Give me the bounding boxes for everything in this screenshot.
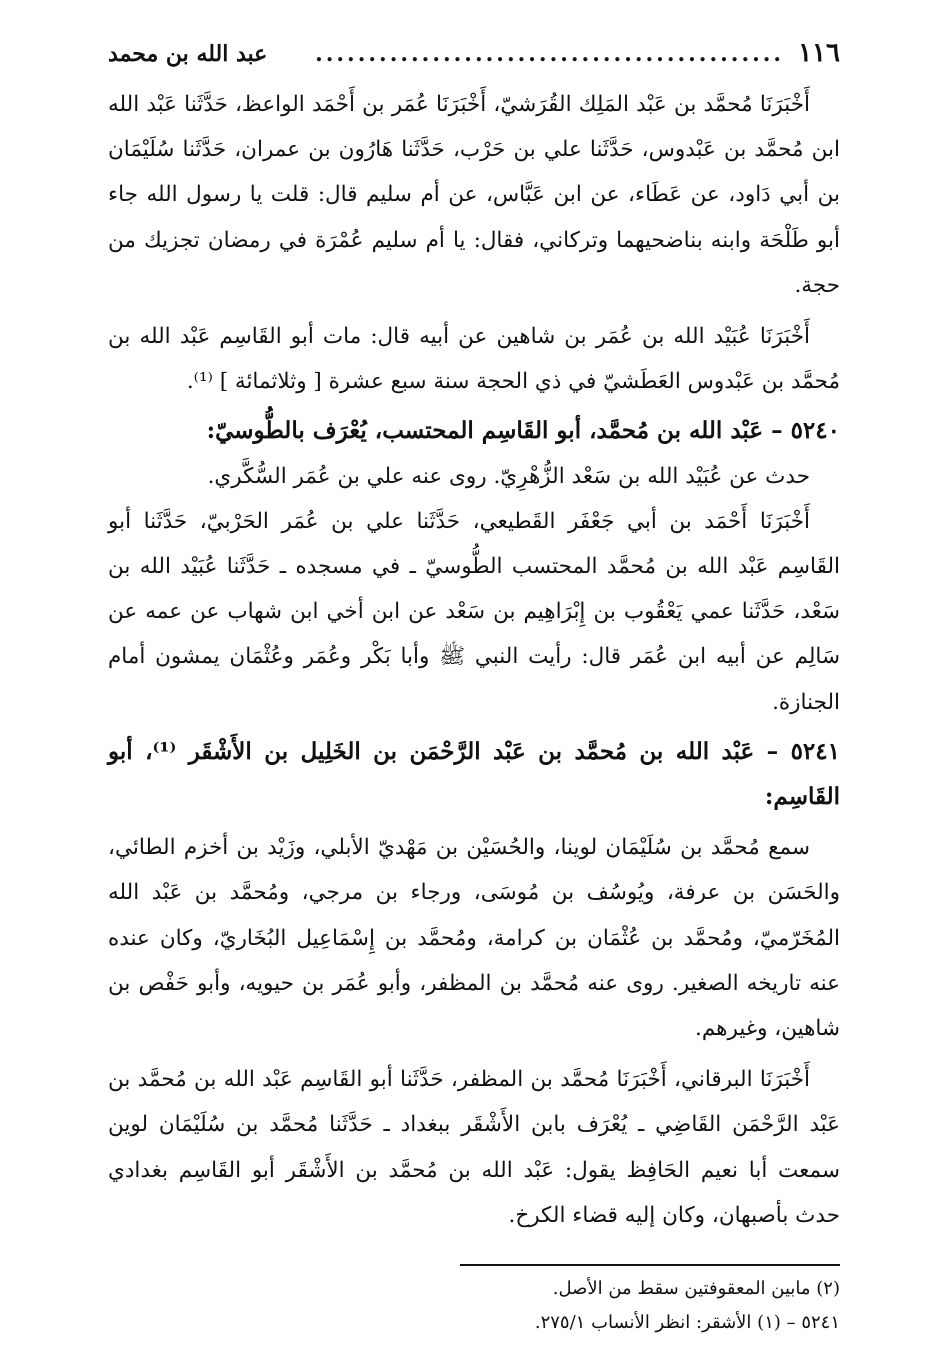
running-header <box>108 38 840 78</box>
footnote-1: (٢) مابين المعقوفتين سقط من الأصل. <box>552 1278 840 1300</box>
page-body <box>108 82 840 1238</box>
paragraph-5240-narration: حدث عن عُبَيْد الله بن سَعْد الزُّهْرِيّ. روى عنه علي بن عُمَر السُّكَّري. <box>207 463 810 489</box>
paragraph-hadith-1: أَخْبَرَنَا مُحمَّد بن عَبْد المَلِك القُرَشيّ، أَخْبَرَنَا عُمَر بن أَحْمَد الواعظ، حَدَّثَنا عَبْد الله ابن مُحمَّد بن عَبْدوس، حَدَّثَنا علي بن حَرْب، حَدَّثَنا هَارُون بن عمران، حَدَّثَنا سُلَيْمَان بن أبي دَاود، عن عَطَاء، عن ابن عَبَّاس، عن أم سليم قال: قلت يا رسول الله جاء أبو طَلْحَة وابنه بناضحيهما وتركاني، فقال: يا أم سليم عُمْرَة في رمضان تجزيك من حجة. <box>108 92 840 298</box>
footnote-divider <box>460 1264 840 1266</box>
paragraph-5241-hadith: أَخْبَرَنَا البرقاني، أَخْبَرَنَا مُحمَّد بن المظفر، حَدَّثَنا أبو القَاسِم عَبْد الله بن مُحمَّد بن عَبْد الرَّحْمَن القَاضِي ـ يُعْرَف بابن الأَشْقَر ببغداد ـ حَدَّثَنا مُحمَّد بن سُلَيْمَان لوين سمعت أبا نعيم الحَافِظ يقول: عَبْد الله بن مُحمَّد بن الأَشْقَر أبو القَاسِم بغدادي حدث بأصبهان، وكان إليه قضاء الكرخ. <box>108 1067 840 1228</box>
entry-heading-5240: ٥٢٤٠ – عَبْد الله بن مُحمَّد، أبو القَاسِم المحتسب، يُعْرَف بالطُّوسيّ: <box>206 417 840 445</box>
header-title: عبد الله بن محمد <box>108 41 268 67</box>
footnotes <box>108 1272 840 1340</box>
paragraph-5241-teachers: سمع مُحمَّد بن سُلَيْمَان لوينا، والحُسَيْن بن مَهْديّ الأبلي، وزَيْد بن أخزم الطائي، والحَسَن بن عرفة، ويُوسُف بن مُوسَى، ورجاء بن مرجي، ومُحمَّد بن عَبْد الله المُخَرّميّ، ومُحمَّد بن عُثْمَان بن كرامة، ومُحمَّد بن إِسْمَاعِيل البُخَاريّ، وكان عنده عنه تاريخه الصغير. روى عنه مُحمَّد بن المظفر، وأبو عُمَر بن حيويه، وأبو حَفْص بن شاهين، وغيرهم. <box>108 835 841 1042</box>
paragraph-death-date: أَخْبَرَنَا عُبَيْد الله بن عُمَر بن شاهين عن أبيه قال: مات أبو القَاسِم عَبْد الله بن مُحمَّد بن عَبْدوس العَطَشيّ في ذي الحجة سنة سبع عشرة [ وثلاثمائة ] ⁽¹⁾. <box>108 324 840 395</box>
page-number: ١١٦ <box>798 38 840 68</box>
footnote-2: ٥٢٤١ – (١) الأشقر: انظر الأنساب ٢٧٥/١. <box>534 1312 840 1334</box>
header-leader-dots: ............................................ <box>315 41 785 67</box>
paragraph-5240-hadith: أَخْبَرَنَا أَحْمَد بن أبي جَعْفَر القَطيعي، حَدَّثَنا علي بن عُمَر الحَرْبيّ، حَدَّثَنا أبو القَاسِم عَبْد الله بن مُحمَّد المحتسب الطُّوسيّ ـ في مسجده ـ حَدَّثَنا عُبَيْد الله بن سَعْد، حَدَّثَنا عمي يَعْقُوب بن إِبْرَاهِيم بن سَعْد عن ابن أخي ابن شهاب عن عمه عن سَالِم عن أبيه ابن عُمَر قال: رأيت النبي ﷺ وأبا بَكْر وعُمَر وعُثْمَان يمشون أمام الجنازة. <box>108 508 840 715</box>
entry-heading-5241: ٥٢٤١ – عَبْد الله بن مُحمَّد بن عَبْد الرَّحْمَن بن الخَلِيل بن الأَشْقَر ⁽¹⁾، أبو القَاسِم: <box>108 737 840 811</box>
